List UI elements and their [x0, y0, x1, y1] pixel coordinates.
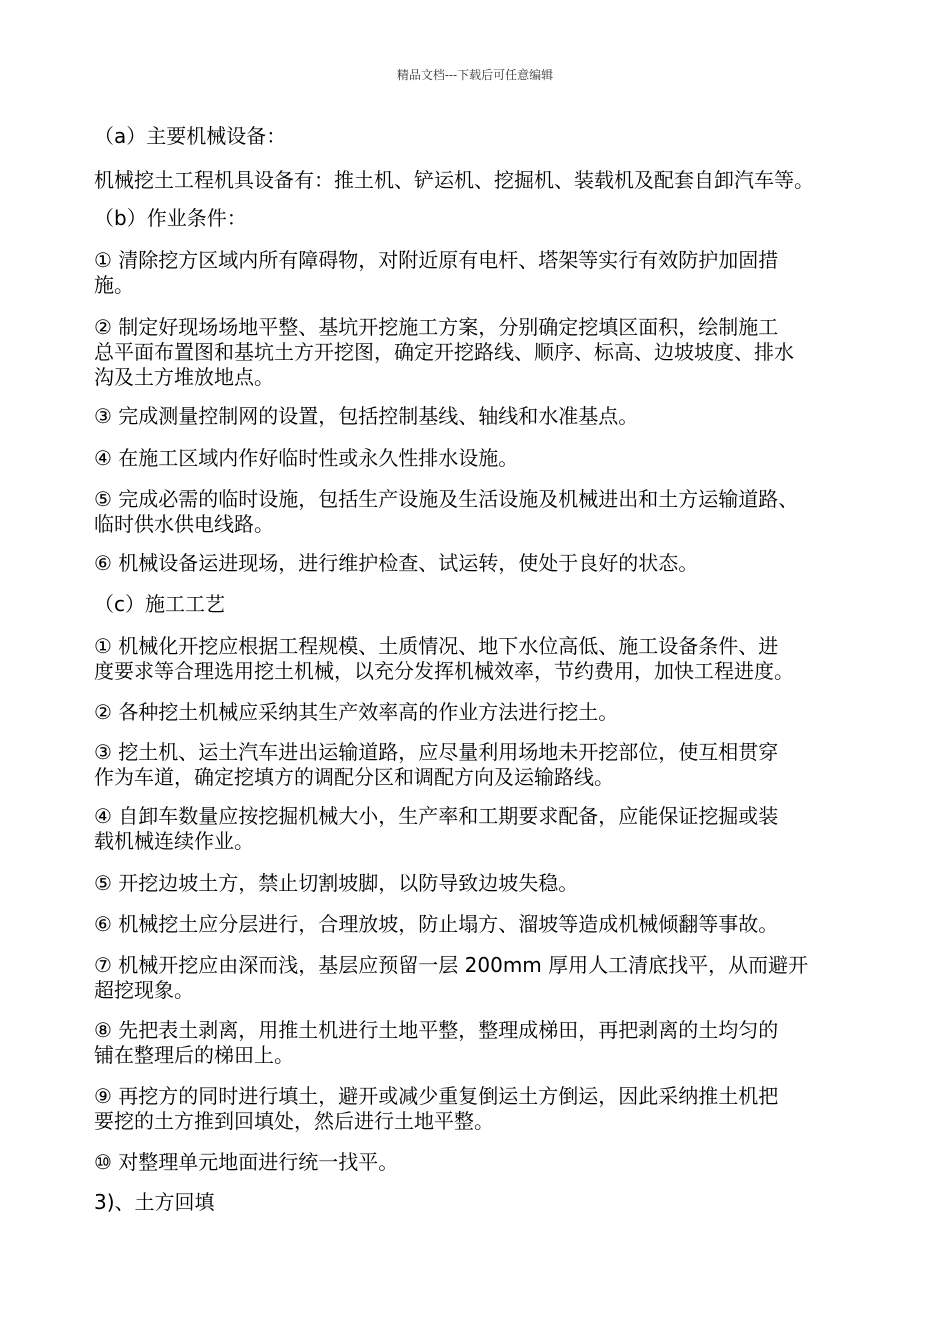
- heading-line: 3)、土方回填: [94, 1190, 215, 1214]
- list-item-c6: [94, 912, 894, 937]
- heading-c: [94, 592, 894, 617]
- paragraph-line: 要挖的土方推到回填处，然后进行土地平整。: [94, 1109, 494, 1133]
- paragraph-line: ③ 完成测量控制网的设置，包括控制基线、轴线和水准基点。: [94, 404, 639, 428]
- heading-line: （b）作业条件：: [94, 206, 247, 230]
- paragraph-line: ⑤ 开挖边坡土方，禁止切割坡脚，以防导致边坡失稳。: [94, 871, 579, 895]
- paragraph-line: ⑥ 机械挖土应分层进行，合理放坡，防止塌方、溜坡等造成机械倾翻等事故。: [94, 912, 779, 936]
- list-item-b3: [94, 404, 894, 429]
- paragraph-line: ⑨ 再挖方的同时进行填土，避开或减少重复倒运土方倒运，因此采纳推土机把: [94, 1084, 779, 1108]
- paragraph-line: ⑧ 先把表土剥离，用推土机进行土地平整，整理成梯田，再把剥离的土均匀的: [94, 1018, 779, 1042]
- heading-a: [94, 124, 894, 149]
- heading-line: （a）主要机械设备：: [94, 124, 287, 148]
- paragraph-line: ④ 在施工区域内作好临时性或永久性排水设施。: [94, 446, 519, 470]
- list-item-b6: [94, 551, 894, 576]
- list-item-c9: [94, 1084, 894, 1134]
- list-item-b4: [94, 446, 894, 471]
- paragraph-line: ③ 挖土机、运土汽车进出运输道路，应尽量利用场地未开挖部位，使互相贯穿: [94, 740, 779, 764]
- paragraph-line: 度要求等合理选用挖土机械，以充分发挥机械效率，节约费用，加快工程进度。: [94, 659, 794, 683]
- list-item-c1: [94, 634, 894, 684]
- list-item-c2: [94, 700, 894, 725]
- heading-line: （c）施工工艺: [94, 592, 225, 616]
- paragraph-line: 总平面布置图和基坑土方开挖图，确定开挖路线、顺序、标高、边坡坡度、排水: [94, 340, 794, 364]
- paragraph-line: ⑥ 机械设备运进现场，进行维护检查、试运转，使处于良好的状态。: [94, 551, 699, 575]
- paragraph-line: ⑦ 机械开挖应由深而浅，基层应预留一层 200mm 厚用人工清底找平，从而避开: [94, 953, 809, 977]
- paragraph-line: 沟及土方堆放地点。: [94, 365, 274, 389]
- paragraph-line: ① 机械化开挖应根据工程规模、土质情况、地下水位高低、施工设备条件、进: [94, 634, 779, 658]
- paragraph-line: ⑤ 完成必需的临时设施，包括生产设施及生活设施及机械进出和土方运输道路、: [94, 487, 799, 511]
- list-item-c7: [94, 953, 894, 1003]
- list-item-b5: [94, 487, 894, 537]
- list-item-b1: [94, 248, 894, 298]
- list-item-c8: [94, 1018, 894, 1068]
- paragraph-line: 铺在整理后的梯田上。: [94, 1043, 294, 1067]
- paragraph-line: 作为车道，确定挖填方的调配分区和调配方向及运输路线。: [94, 765, 614, 789]
- paragraph-line: 载机械连续作业。: [94, 829, 254, 853]
- paragraph-equipment: [94, 168, 894, 193]
- paragraph-line: ② 制定好现场场地平整、基坑开挖施工方案，分别确定挖填区面积，绘制施工: [94, 315, 779, 339]
- list-item-c3: [94, 740, 894, 790]
- paragraph-line: ⑩ 对整理单元地面进行统一找平。: [94, 1150, 399, 1174]
- paragraph-line: 施。: [94, 273, 134, 297]
- list-item-c4: [94, 804, 894, 854]
- paragraph-line: ② 各种挖土机械应采纳其生产效率高的作业方法进行挖土。: [94, 700, 619, 724]
- list-item-b2: [94, 315, 894, 390]
- list-item-c10: [94, 1150, 894, 1175]
- heading-b: [94, 206, 894, 231]
- page-header: 精品文档---下载后可任意编辑: [396, 68, 554, 82]
- section-heading-3: [94, 1190, 894, 1215]
- paragraph-line: 机械挖土工程机具设备有：推土机、铲运机、挖掘机、装载机及配套自卸汽车等。: [94, 168, 814, 192]
- paragraph-line: 超挖现象。: [94, 978, 194, 1002]
- paragraph-line: 临时供水供电线路。: [94, 512, 274, 536]
- list-item-c5: [94, 871, 894, 896]
- paragraph-line: ① 清除挖方区域内所有障碍物，对附近原有电杆、塔架等实行有效防护加固措: [94, 248, 779, 272]
- paragraph-line: ④ 自卸车数量应按挖掘机械大小，生产率和工期要求配备，应能保证挖掘或装: [94, 804, 779, 828]
